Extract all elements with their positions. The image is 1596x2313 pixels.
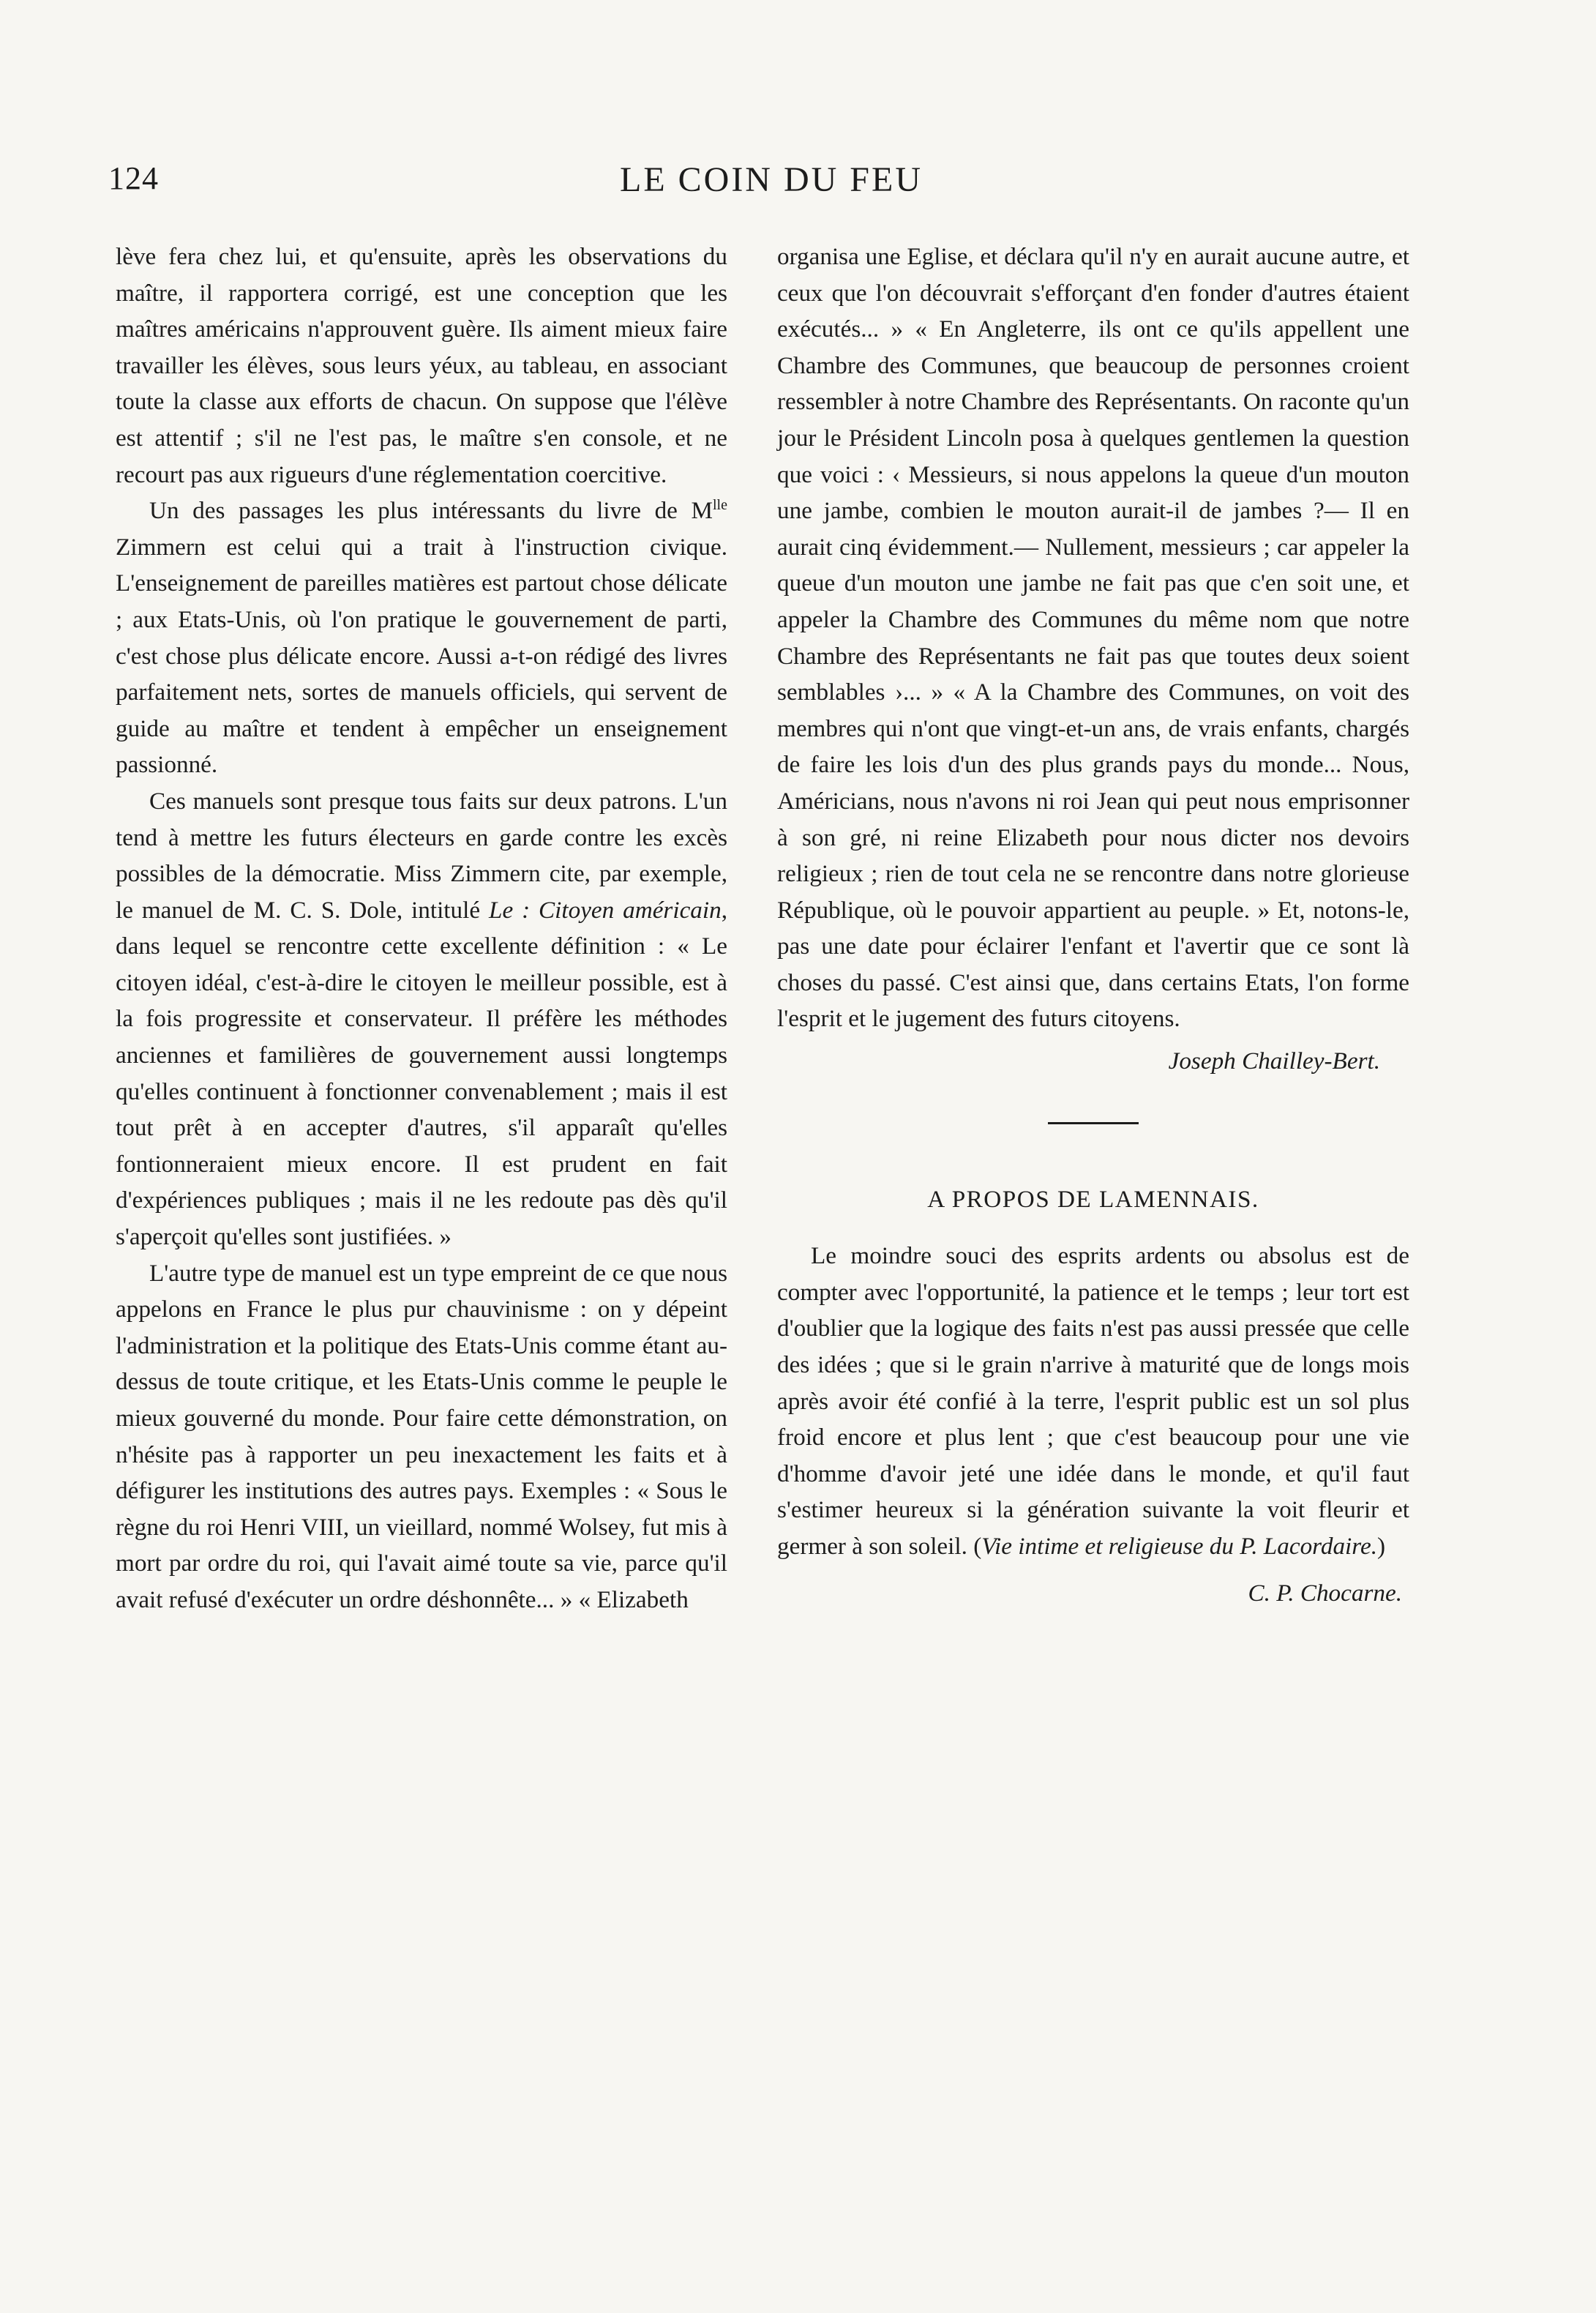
paragraph: lève fera chez lui, et qu'ensuite, après les observations du maître, il rapportera corrigé, est une conception que les maîtres américains n'approuvent guère. Ils aiment mieux faire travailler les élèves, sous leurs yéux, au tableau, en associant toute la classe aux efforts de chacun. On suppose que l'élève est attentif ; s'il ne l'est pas, le maître s'en console, et ne recourt pas aux rigueurs d'une réglementation coercitive. (116, 243, 727, 488)
paragraph (116, 493, 727, 783)
right-column (777, 239, 1409, 1611)
paragraph-text: Ces manuels sont presque tous faits sur deux patrons. L'un tend à mettre les futurs électeurs en garde contre les excès possibles de la démocratie. Miss Zimmern cite, par exemple, le manuel de M. C. S. Dole, intitulé (116, 787, 727, 924)
paragraph (777, 1238, 1409, 1564)
source-citation: Vie intime et religieuse du P. Lacordaire. (981, 1533, 1377, 1560)
section-divider (1048, 1122, 1139, 1124)
section-title: A PROPOS DE LAMENNAIS. (927, 1185, 1259, 1213)
left-column (116, 239, 727, 1618)
page-number: 124 (108, 160, 159, 196)
author-signature: C. P. Chocarne. (1248, 1579, 1402, 1607)
author-signature: Joseph Chailley-Bert. (1168, 1047, 1380, 1075)
paragraph-text: Un des passages les plus intéressants du livre de M (149, 497, 713, 525)
paragraph-text: , dans lequel se rencontre cette excellente définition : « Le citoyen idéal, c'est-à-dire le citoyen le meilleur possible, est à la fois progressite et conservateur. Il préfère les méthodes anciennes et familières de gouvernement aussi longtemps qu'elles continuent à fonctionner convenablement ; mais il est tout prêt à en accepter d'autres, s'il apparaît qu'elles fontionneraient mieux encore. Il est prudent en fait d'expériences publiques ; mais il ne les redoute pas dès qu'il s'aperçoit qu'elles sont justifiées. » (116, 896, 728, 1251)
superscript: lle (713, 497, 727, 514)
paragraph: organisa une Eglise, et déclara qu'il n'y en aurait aucune autre, et ceux que l'on découvrait s'efforçant d'en fonder d'autres étaient exécutés... » « En Angleterre, ils ont ce qu'ils appellent une Chambre des Communes, que beaucoup de personnes croient ressembler à notre Chambre des Représentants. On raconte qu'un jour le Président Lincoln posa à quelques gentlemen la question que voici : ‹ Messieurs, si nous appelons la queue d'un mouton une jambe, combien le mouton aurait-il de jambes ?— Il en aurait cinq évidemment.— Nullement, messieurs ; car appeler la queue d'un mouton une jambe ne fait pas que c'en soit une, et appeler la Chambre des Communes du même nom que notre Chambre des Représentants ne fait pas que toutes deux soient semblables ›... » « A la Chambre des Communes, on voit des membres qui n'ont que vingt-et-un ans, de vrais enfants, chargés de faire les lois d'un des plus grands pays du monde... Nous, Américians, nous n'avons ni roi Jean qui peut nous emprisonner à son gré, ni reine Elizabeth pour nous dicter nos devoirs religieux ; rien de tout cela ne se rencontre dans notre glorieuse République, où le pouvoir appartient au peuple. » Et, notons-le, pas une date pour éclairer l'enfant et l'avertir que ce sont là choses du passé. C'est ainsi que, dans certains Etats, l'on forme l'esprit et le jugement des futurs citoyens. (777, 243, 1409, 1033)
paragraph-text: Le moindre souci des esprits ardents ou absolus est de compter avec l'opportunité, la patience et le temps ; leur tort est d'oublier que la logique des faits n'est pas aussi pressée que celle des idées ; que si le grain n'arrive à maturité que de longs mois après avoir été confié à la terre, l'esprit public est un sol plus froid encore et plus lent ; que c'est beaucoup pour une vie d'homme d'avoir jeté une idée dans le monde, et qu'il faut s'estimer heureux si la génération suivante la voit fleurir et germer à son soleil. ( (777, 1242, 1409, 1560)
page-header (108, 160, 1434, 203)
paragraph: L'autre type de manuel est un type empreint de ce que nous appelons en France le plus pur chauvinisme : on y dépeint l'administration et la politique des Etats-Unis comme étant au-dessus de toute critique, et les Etats-Unis comme le peuple le mieux gouverné du monde. Pour faire cette démonstration, on n'hésite pas à rapporter un peu inexactement les faits et à défigurer les institutions des autres pays. Exemples : « Sous le règne du roi Henri VIII, un vieillard, nommé Wolsey, fut mis à mort par ordre du roi, qui l'avait aimé toute sa vie, parce qu'il avait refusé d'exécuter un ordre déshonnête... » « Elizabeth (116, 1259, 727, 1613)
paragraph (116, 783, 727, 1255)
paragraph-text: ) (1377, 1533, 1386, 1560)
paragraph-text: Zimmern est celui qui a trait à l'instruction civique. L'enseignement de pareilles matières est partout chose délicate ; aux Etats-Unis, où l'on pratique le gouvernement de parti, c'est chose plus délicate encore. Aussi a-t-on rédigé des livres parfaitement nets, sortes de manuels officiels, qui servent de guide au maître et tendent à empêcher un enseignement passionné. (116, 533, 727, 779)
book-title: Le : Citoyen américain (488, 896, 722, 924)
running-title: LE COIN DU FEU (620, 160, 923, 199)
